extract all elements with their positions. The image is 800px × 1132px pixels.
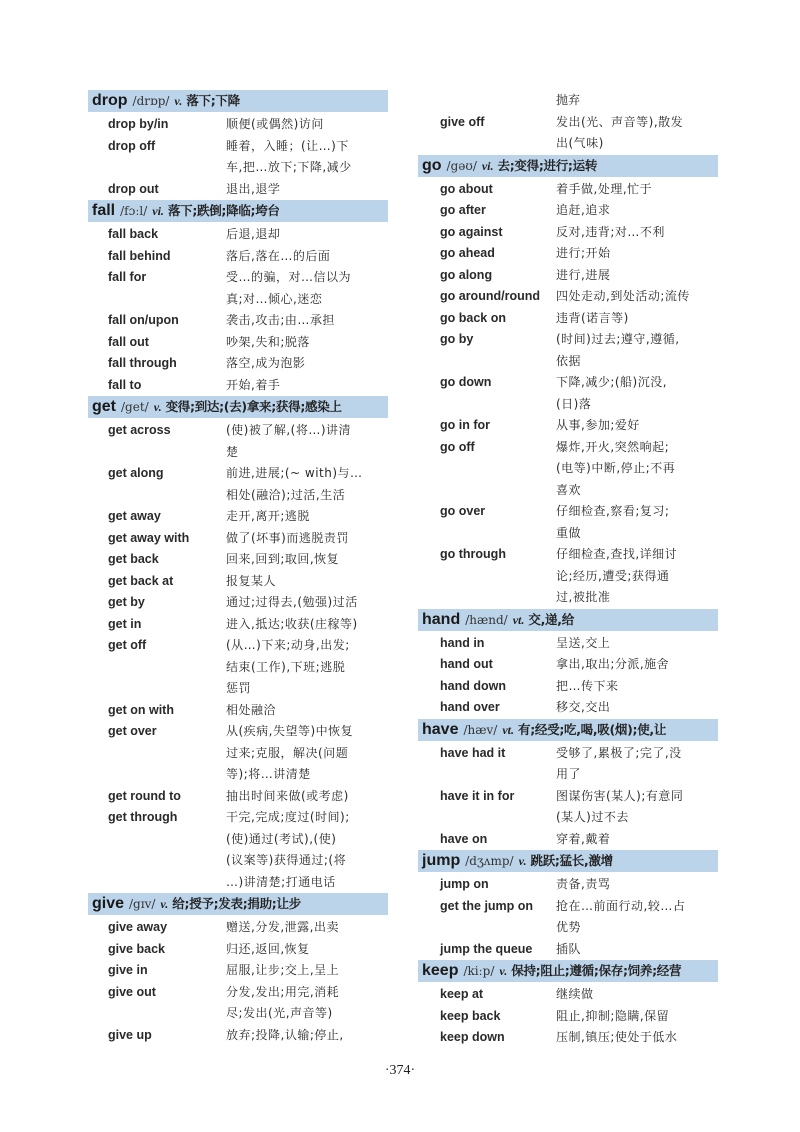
definition (226, 353, 388, 375)
definition-line: 后退,退却 (226, 227, 281, 241)
phrase-entry (418, 501, 718, 544)
definition (226, 939, 388, 961)
definition-line: 四处走动,到处活动;流传 (556, 289, 690, 303)
definition (226, 982, 388, 1025)
phrase-entry (88, 246, 388, 268)
phonetic: /kiːp/ (463, 964, 495, 978)
phrase: get along (108, 466, 164, 480)
part-of-speech: v. (499, 964, 508, 978)
definition (226, 960, 388, 982)
definition-line: 退出,退学 (226, 181, 281, 196)
definition-line: 走开,离开;逃脱 (226, 509, 310, 523)
phrase-entry (418, 329, 718, 372)
definition (556, 874, 718, 896)
definition (226, 700, 388, 722)
definition-line: 惩罚 (226, 681, 252, 695)
phrase: give up (108, 1027, 152, 1042)
headword-bar (418, 719, 718, 741)
phrase: fall out (108, 334, 149, 349)
headword-gloss: 变得;到达;(去)拿来;获得;感染上 (165, 399, 342, 414)
definition-line: 等);将…讲清楚 (226, 767, 311, 781)
phrase-entry (418, 633, 718, 655)
phrase-entry (418, 179, 718, 201)
definition-line: 受够了,累极了;完了,没 (556, 745, 682, 760)
definition-line: 阻止,抑制;隐瞒,保留 (556, 1008, 670, 1023)
headword-gloss: 交,递,给 (528, 611, 574, 627)
definition-line: 进入,抵达;收获(庄稼等) (226, 616, 358, 631)
definition-line: …)讲清楚;打通电话 (226, 874, 336, 889)
definition-line: 报复某人 (226, 573, 277, 588)
definition (556, 501, 718, 544)
definition-line: 进行;开始 (556, 246, 611, 260)
phrase-entry (88, 463, 388, 506)
definition (556, 243, 718, 265)
headword: go (422, 156, 442, 174)
phrase-entry (418, 200, 718, 222)
definition-line: 分发,发出;用完,消耗 (226, 984, 340, 999)
definition-line: 落空,成为泡影 (226, 356, 306, 370)
definition-line: 喜欢 (556, 482, 582, 497)
phrase: go over (440, 504, 486, 518)
definition (226, 592, 388, 614)
definition (556, 786, 718, 829)
phrase: get through (108, 810, 178, 824)
definition (556, 415, 718, 437)
phrase-entry (88, 375, 388, 397)
definition (226, 1025, 388, 1047)
part-of-speech: vt. (512, 612, 525, 627)
headword: get (92, 398, 116, 415)
phrase: give back (108, 941, 165, 956)
phrase: hand over (440, 700, 500, 714)
definition-line: (使)被了解,(将…)讲清 (226, 423, 352, 437)
phrase: have on (440, 831, 488, 846)
headword-gloss: 落下;跌倒;降临;垮台 (167, 203, 280, 218)
headword: drop (92, 92, 128, 109)
phrase: go around/round (440, 289, 540, 303)
part-of-speech: vt. (502, 722, 515, 737)
phrase-entry (418, 372, 718, 415)
phrase-entry (88, 635, 388, 700)
headword-gloss: 给;授予;发表;捐助;让步 (172, 896, 301, 911)
phrase: drop by/in (108, 117, 169, 131)
definition (556, 984, 718, 1006)
definition (556, 179, 718, 201)
phrase: give out (108, 984, 156, 999)
definition-line: 违背(诺言等) (556, 310, 629, 325)
phrase-entry (88, 114, 388, 136)
definition (556, 329, 718, 372)
definition (226, 179, 388, 201)
definition (226, 332, 388, 354)
part-of-speech: v. (174, 94, 183, 108)
definition-line: 做了(坏事)而逃脱责罚 (226, 530, 349, 545)
phrase: have had it (440, 745, 506, 760)
definition-line: 落后,落在…的后面 (226, 248, 331, 263)
phrase-entry (418, 984, 718, 1006)
phrase-entry (88, 332, 388, 354)
definition-line: (某人)过不去 (556, 810, 629, 824)
definition-line: 从事,参加;爱好 (556, 418, 640, 432)
definition-line: 优势 (556, 920, 582, 934)
phrase-entry (88, 939, 388, 961)
headword-gloss: 保持;阻止;遵循;保存;饲养;经营 (511, 963, 682, 978)
phrase-entry (88, 1025, 388, 1047)
definition (556, 1006, 718, 1028)
definition-line: 从(疾病,失望等)中恢复 (226, 724, 354, 738)
phrase: get away with (108, 530, 190, 545)
definition-line: 回来,回到;取回,恢复 (226, 552, 340, 566)
phrase-entry (88, 807, 388, 893)
phonetic: /hænd/ (465, 612, 508, 627)
definition-line: 进行,进展 (556, 267, 611, 282)
definition-line: 穿着,戴着 (556, 831, 611, 846)
definition-continuation: 抛弃 (556, 93, 581, 107)
definition (226, 136, 388, 179)
phrase: keep at (440, 987, 484, 1001)
phonetic: /hæv/ (463, 722, 498, 737)
definition-line: 插队 (556, 941, 582, 956)
definition-line: 过,被批准 (556, 590, 611, 604)
phrase: go about (440, 181, 493, 196)
definition-line: (电等)中断,停止;不再 (556, 461, 676, 475)
phrase-entry (418, 697, 718, 719)
phrase-entry (418, 743, 718, 786)
definition (556, 286, 718, 308)
definition (226, 786, 388, 808)
definition-line: 前进,进展;(~ with)与… (226, 466, 363, 480)
phrase: fall on/upon (108, 313, 179, 327)
phrase-entry (418, 786, 718, 829)
definition-line: 顺便(或偶然)访问 (226, 117, 324, 131)
phrase: give away (108, 920, 168, 934)
headword-gloss: 落下;下降 (186, 93, 240, 108)
headword-bar (88, 90, 388, 112)
phrase: go along (440, 267, 493, 282)
definition-line: (使)通过(考试),(使) (226, 831, 337, 846)
definition (226, 807, 388, 893)
phrase-entry (88, 700, 388, 722)
headword-bar (418, 850, 718, 872)
definition-line: 发出(光、声音等),散发 (556, 114, 684, 129)
definition-line: 反对,违背;对…不利 (556, 224, 665, 239)
definition (226, 310, 388, 332)
phrase-entry (88, 982, 388, 1025)
definition (556, 939, 718, 961)
phrase-entry (88, 136, 388, 179)
definition (226, 506, 388, 528)
definition (556, 437, 718, 502)
definition (556, 1027, 718, 1049)
definition (226, 549, 388, 571)
part-of-speech: v. (160, 897, 169, 911)
phrase: fall behind (108, 248, 171, 263)
phrase-entry (88, 614, 388, 636)
phrase-entry (418, 654, 718, 676)
definition-line: 赠送,分发,泄露,出卖 (226, 920, 339, 934)
definition (226, 917, 388, 939)
phonetic: /drɒp/ (132, 94, 170, 108)
headword-gloss: 去;变得;进行;运转 (497, 157, 598, 173)
headword: keep (422, 962, 459, 979)
phrase: get away (108, 509, 161, 523)
definition-line: (从…)下来;动身,出发; (226, 638, 350, 652)
phrase: get in (108, 616, 142, 631)
definition-line: 图谋伤害(某人);有意同 (556, 788, 684, 803)
definition-line: 重做 (556, 525, 582, 540)
definition-line: (议案等)获得通过;(将 (226, 853, 347, 867)
definition-line: 继续做 (556, 987, 594, 1001)
definition-line: 仔细检查,查找,详细讨 (556, 547, 678, 561)
phrase-entry (88, 310, 388, 332)
phonetic: /get/ (121, 400, 149, 414)
definition-line: 相处融洽 (226, 702, 277, 717)
definition-line: 开始,着手 (226, 377, 281, 392)
definition-line: 放弃;投降,认输;停止, (226, 1027, 344, 1042)
phrase-entry (88, 353, 388, 375)
phrase: go ahead (440, 246, 495, 260)
phrase-entry (88, 224, 388, 246)
definition (556, 743, 718, 786)
phonetic: /fɔːl/ (120, 204, 148, 218)
definition (226, 635, 388, 700)
phrase: hand in (440, 635, 485, 650)
headword-bar (88, 200, 388, 222)
definition-line: 归还,返回,恢复 (226, 941, 310, 956)
phrase-entry (418, 222, 718, 244)
definition-line: 责备,责骂 (556, 877, 611, 891)
phrase-entry (418, 829, 718, 851)
page-number: ·374· (384, 1063, 416, 1078)
phrase: keep back (440, 1008, 501, 1023)
definition-line: 压制,镇压;使处于低水 (556, 1030, 678, 1044)
definition (556, 697, 718, 719)
definition-line: 下降,减少;(船)沉没, (556, 375, 668, 389)
definition (226, 246, 388, 268)
definition-line: 袭击,攻击;由…承担 (226, 313, 335, 327)
phrase-entry (88, 506, 388, 528)
part-of-speech: v. (153, 400, 162, 414)
headword-bar (418, 960, 718, 982)
definition (556, 633, 718, 655)
definition-line: 真;对…倾心,迷恋 (226, 291, 323, 306)
phrase: hand out (440, 657, 493, 671)
phrase: get by (108, 595, 145, 609)
phrase: go in for (440, 418, 490, 432)
phrase-entry (88, 721, 388, 786)
definition-line: 追赶,追求 (556, 203, 611, 217)
phrase: fall through (108, 356, 177, 370)
definition (226, 114, 388, 136)
phonetic: /dʒʌmp/ (465, 854, 514, 868)
definition-line: 出(气味) (556, 136, 604, 150)
phrase-entry (418, 437, 718, 502)
definition-line: 呈送,交上 (556, 635, 611, 650)
phrase-entry (88, 786, 388, 808)
phrase: get back at (108, 573, 174, 588)
headword-gloss: 跳跃;猛长,激增 (530, 853, 613, 868)
headword: have (422, 720, 459, 738)
phrase-entry (88, 960, 388, 982)
definition (556, 222, 718, 244)
definition-line: (日)落 (556, 396, 592, 411)
definition (556, 676, 718, 698)
definition-line: 抽出时间来做(或考虑) (226, 788, 349, 803)
phrase-entry (418, 676, 718, 698)
phrase-entry (418, 874, 718, 896)
phrase: keep down (440, 1030, 505, 1044)
definition-line: 论;经历,遭受;获得通 (556, 568, 670, 583)
phrase: go through (440, 547, 506, 561)
phrase-entry (88, 571, 388, 593)
headword: hand (422, 610, 461, 628)
definition-line: 爆炸,开火,突然响起; (556, 439, 670, 454)
headword: jump (422, 852, 461, 869)
definition-line: 相处(融洽);过活,生活 (226, 487, 346, 502)
phrase: get off (108, 638, 147, 652)
definition-line: 把…传下来 (556, 678, 619, 693)
headword-bar (418, 609, 718, 631)
phrase-entry (418, 1027, 718, 1049)
definition-line: 干完,完成;度过(时间); (226, 810, 350, 824)
definition (556, 200, 718, 222)
phrase: get across (108, 423, 171, 437)
phrase-entry (418, 1006, 718, 1028)
definition-line: 楚 (226, 444, 239, 459)
phrase: drop out (108, 181, 159, 196)
definition (226, 224, 388, 246)
definition-line: (时间)过去;遵守,遵循, (556, 332, 680, 346)
phrase: go by (440, 332, 474, 346)
definition (226, 267, 388, 310)
definition (556, 372, 718, 415)
definition (226, 571, 388, 593)
phrase-entry (418, 112, 718, 155)
definition (556, 654, 718, 676)
phonetic: /gəʊ/ (446, 158, 477, 173)
phrase: get the jump on (440, 898, 534, 913)
phrase: go back on (440, 310, 506, 325)
definition-line: 着手做,处理,忙于 (556, 181, 653, 196)
headword: give (92, 895, 125, 912)
phrase-entry (88, 549, 388, 571)
phrase-entry (418, 896, 718, 939)
phrase: fall back (108, 227, 159, 241)
headword-bar (88, 396, 388, 418)
phrase-entry (418, 939, 718, 961)
phrase-entry (418, 265, 718, 287)
definition (226, 614, 388, 636)
phrase-entry (88, 267, 388, 310)
definition (226, 721, 388, 786)
phrase: give off (440, 114, 485, 129)
definition-line: 依据 (556, 353, 582, 368)
phrase: jump the queue (440, 941, 533, 956)
phrase: go down (440, 375, 492, 389)
definition (556, 896, 718, 939)
phonetic: /gɪv/ (129, 897, 156, 911)
definition (556, 265, 718, 287)
phrase: get over (108, 724, 157, 738)
phrase: jump on (440, 877, 489, 891)
definition-line: 受…的骗，对…信以为 (226, 270, 352, 284)
right-column (418, 90, 718, 1049)
phrase: get on with (108, 702, 174, 717)
definition-line: 吵架,失和;脱落 (226, 334, 310, 349)
definition (556, 308, 718, 330)
definition-line: 睡着，入睡；(让…)下 (226, 138, 349, 153)
definition (226, 528, 388, 550)
definition (556, 544, 718, 609)
part-of-speech: v. (518, 854, 527, 868)
left-column (88, 90, 388, 1046)
phrase: fall for (108, 270, 147, 284)
definition (226, 463, 388, 506)
definition (226, 420, 388, 463)
definition-line: 过来;克服，解决(问题 (226, 745, 349, 760)
headword-bar (418, 155, 718, 177)
definition (226, 375, 388, 397)
phrase: go against (440, 224, 503, 239)
phrase: fall to (108, 377, 142, 392)
phrase-entry (88, 917, 388, 939)
phrase: hand down (440, 678, 506, 693)
phrase-entry (418, 415, 718, 437)
phrase-entry (418, 286, 718, 308)
headword: fall (92, 202, 116, 219)
headword-bar (88, 893, 388, 915)
phrase: have it in for (440, 788, 515, 803)
definition-line: 抢在…前面行动,较…占 (556, 898, 686, 913)
phrase: go after (440, 203, 486, 217)
definition-line: 拿出,取出;分派,施舍 (556, 657, 670, 671)
definition-line: 用了 (556, 767, 582, 781)
part-of-speech: vi. (152, 204, 164, 218)
definition-line: 通过;过得去,(勉强)过活 (226, 595, 358, 609)
phrase-entry (88, 528, 388, 550)
phrase: get round to (108, 788, 181, 803)
phrase-entry (88, 420, 388, 463)
definition-line: 移交,交出 (556, 700, 611, 714)
phrase-entry (418, 308, 718, 330)
definition-line: 仔细检查,察看;复习; (556, 504, 670, 518)
phrase-entry (418, 243, 718, 265)
definition-line: 屈服,让步;交上,呈上 (226, 963, 340, 977)
definition-line: 结束(工作),下班;逃脱 (226, 659, 346, 674)
phrase: give in (108, 963, 148, 977)
phrase: get back (108, 552, 159, 566)
phrase-entry (88, 179, 388, 201)
definition-line: 尽;发出(光,声音等) (226, 1006, 333, 1020)
part-of-speech: vi. (481, 158, 494, 173)
definition (556, 829, 718, 851)
headword-gloss: 有;经受;吃,喝,吸(烟);使,让 (518, 721, 667, 737)
definition (556, 112, 718, 155)
definition-line: 车,把…放下;下降,减少 (226, 160, 352, 174)
phrase: drop off (108, 138, 156, 153)
phrase: go off (440, 439, 475, 454)
phrase-entry (418, 544, 718, 609)
phrase-entry (88, 592, 388, 614)
